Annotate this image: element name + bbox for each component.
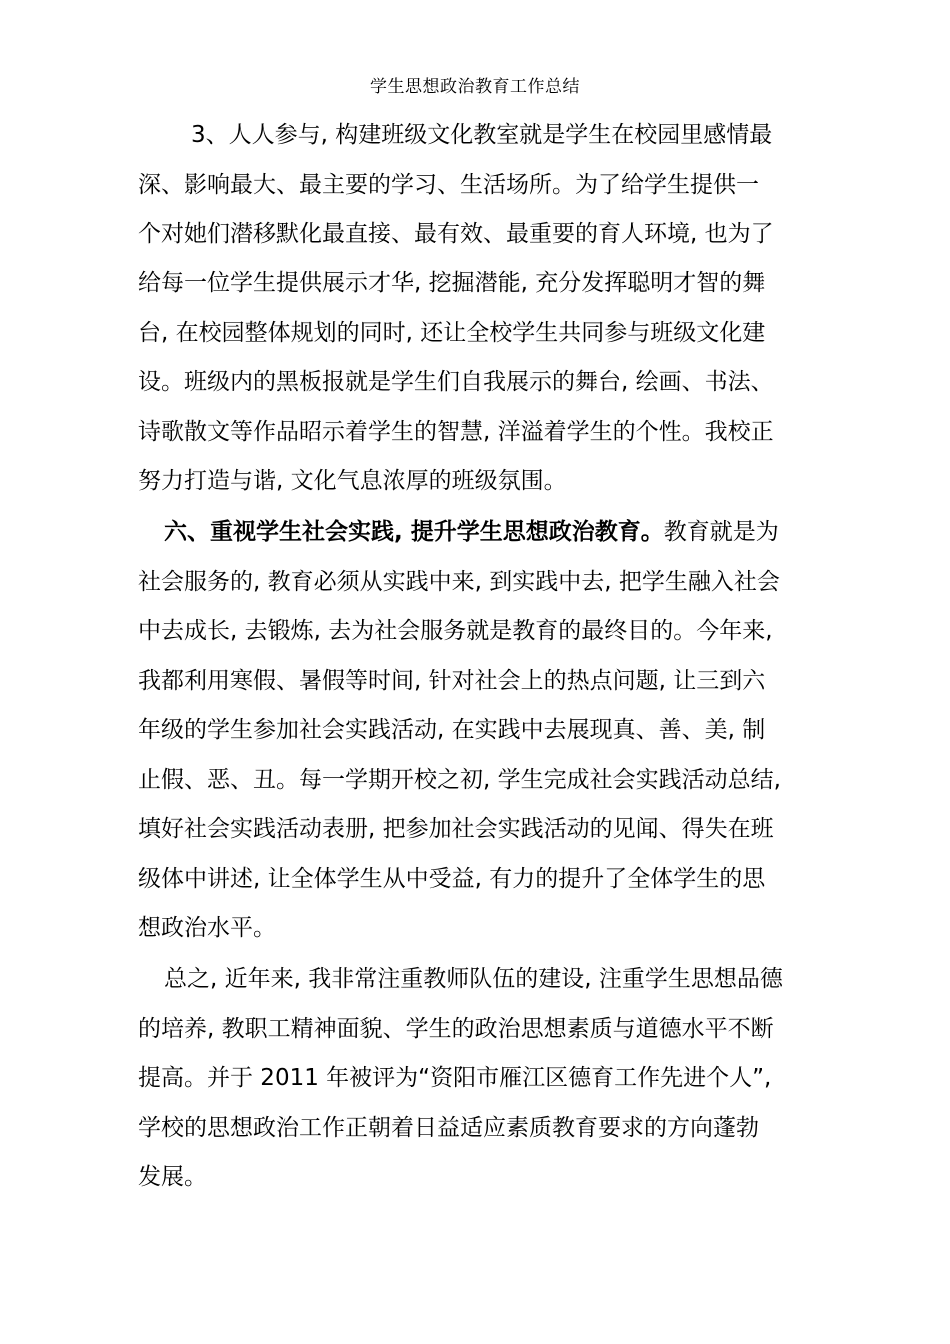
paragraph-line: 想政治水平。: [138, 915, 276, 941]
paragraph-line: 的培养, 教职工精神面貌、学生的政治思想素质与道德水平不断: [138, 1016, 774, 1042]
paragraph-line: 台, 在校园整体规划的同时, 还让全校学生共同参与班级文化建: [138, 320, 766, 346]
section-heading: 六、重视学生社会实践, 提升学生思想政治教育。: [164, 519, 664, 545]
page-header-title: 学生思想政治教育工作总结: [370, 77, 580, 97]
paragraph-line: 个对她们潜移默化最直接、最有效、最重要的育人环境, 也为了: [138, 221, 774, 247]
paragraph-line: 深、影响最大、最主要的学习、生活场所。为了给学生提供一: [138, 172, 759, 198]
paragraph-line: 学校的思想政治工作正朝着日益适应素质教育要求的方向蓬勃: [138, 1115, 759, 1141]
paragraph-line: 级体中讲述, 让全体学生从中受益, 有力的提升了全体学生的思: [138, 866, 766, 892]
section-lead-text: 教育就是为: [663, 519, 779, 545]
paragraph-line: 给每一位学生提供展示才华, 挖掘潜能, 充分发挥聪明才智的舞: [138, 270, 766, 296]
paragraph-line: 我都利用寒假、暑假等时间, 针对社会上的热点问题, 让三到六: [138, 668, 766, 694]
paragraph-line: 诗歌散文等作品昭示着学生的智慧, 洋溢着学生的个性。我校正: [138, 419, 774, 445]
paragraph-line: 3、人人参与, 构建班级文化教室就是学生在校园里感情最: [168, 122, 773, 148]
paragraph-line: 填好社会实践活动表册, 把参加社会实践活动的见闻、得失在班: [138, 816, 774, 842]
paragraph-line: 年级的学生参加社会实践活动, 在实践中去展现真、善、美, 制: [138, 717, 766, 743]
paragraph-line: 中去成长, 去锻炼, 去为社会服务就是教育的最终目的。今年来,: [138, 618, 773, 644]
section-heading-line: [164, 507, 864, 557]
paragraph-line: 努力打造与谐, 文化气息浓厚的班级氛围。: [138, 468, 567, 494]
paragraph-line: 社会服务的, 教育必须从实践中来, 到实践中去, 把学生融入社会: [138, 569, 780, 595]
paragraph-line: 提高。并于 2011 年被评为“资阳市雁江区德育工作先进个人”,: [138, 1065, 772, 1091]
paragraph-line: 设。班级内的黑板报就是学生们自我展示的舞台, 绘画、书法、: [138, 369, 774, 395]
paragraph-line: 发展。: [138, 1164, 207, 1190]
paragraph-line: 止假、恶、丑。每一学期开校之初, 学生完成社会实践活动总结,: [138, 767, 781, 793]
paragraph-line: 总之, 近年来, 我非常注重教师队伍的建设, 注重学生思想品德: [164, 966, 783, 992]
